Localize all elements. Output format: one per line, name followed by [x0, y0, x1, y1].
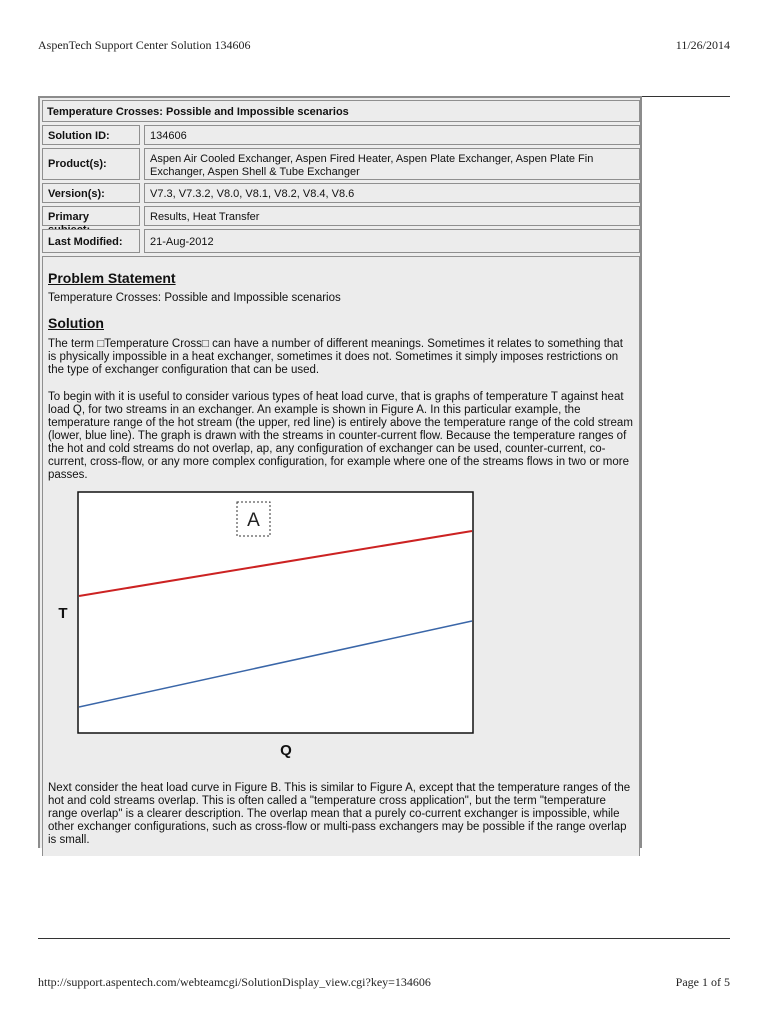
figure-a-graph: [48, 488, 518, 770]
print-header-title: AspenTech Support Center Solution 134606: [38, 38, 251, 52]
print-header: [38, 38, 730, 54]
bottom-divider: [38, 938, 730, 939]
paragraph-1: The term □Temperature Cross□ can have a number of different meanings. Sometimes it relates to something that is physically impossible in a heat exchanger, sometimes it does not. Sometimes it simply imposes restrictions on the type of exchanger configuration that can be used.: [48, 338, 623, 376]
solution-content: [42, 256, 640, 856]
print-footer: [38, 975, 730, 991]
figure-label: A: [247, 510, 260, 531]
field-value-versions: V7.3, V7.3.2, V8.0, V8.1, V8.2, V8.4, V8.6: [144, 183, 640, 203]
paragraph-3: Next consider the heat load curve in Figure B. This is similar to Figure A, except that the temperature ranges of the hot and cold streams overlap. This is often called a "temperature cross application", but the term "temperature range overlap" is a clearer description. The overlap mean that a purely co-current exchanger is impossible, while other exchanger configurations, such as cross-flow or multi-pass exchangers may be possible if the range overlap is small.: [48, 782, 631, 846]
solution-title: Temperature Crosses: Possible and Impossible scenarios: [42, 100, 640, 122]
field-label-solution-id: Solution ID:: [42, 125, 140, 145]
field-label-primary-subject: Primary: [42, 206, 140, 226]
x-axis-label: Q: [280, 742, 292, 759]
plot-frame: [78, 492, 473, 733]
field-label-versions: Version(s):: [42, 183, 140, 203]
solution-panel: [38, 96, 642, 848]
field-value-primary-subject: Results, Heat Transfer: [144, 206, 640, 226]
paragraph-2: To begin with it is useful to consider various types of heat load curve, that is graphs of temperature T against heat load Q, for two streams in an exchanger. An example is shown in Figure A. In this particular example, the temperature range of the hot stream (the upper, red line) is entirely above the temperature range of the cold stream (lower, blue line). The graph is drawn with the streams in counter-current flow. Because the temperature ranges of the hot and cold streams do not overlap, ap, any configuration of exchanger can be used, counter-current, co-current, cross-flow, or any more complex configuration, for example where one of the streams flows in two or more passes.: [48, 391, 633, 481]
print-header-date: 11/26/2014: [675, 38, 730, 52]
print-footer-page: Page 1 of 5: [675, 975, 730, 989]
problem-statement-text: Temperature Crosses: Possible and Impossible scenarios: [48, 292, 341, 304]
field-value-last-modified: 21-Aug-2012: [144, 229, 640, 253]
problem-statement-heading: Problem Statement: [48, 270, 176, 286]
field-value-products: Aspen Air Cooled Exchanger, Aspen Fired Heater, Aspen Plate Exchanger, Aspen Plate Fin Exchanger, Aspen Shell & Tube Exchanger: [144, 148, 640, 180]
field-value-solution-id: 134606: [144, 125, 640, 145]
field-label-last-modified: Last Modified:: [42, 229, 140, 253]
solution-heading: Solution: [48, 315, 104, 331]
field-label-products: Product(s):: [42, 148, 140, 180]
print-footer-url: http://support.aspentech.com/webteamcgi/SolutionDisplay_view.cgi?key=134606: [38, 975, 431, 989]
figure-a: [48, 488, 518, 770]
y-axis-label: T: [58, 605, 68, 622]
